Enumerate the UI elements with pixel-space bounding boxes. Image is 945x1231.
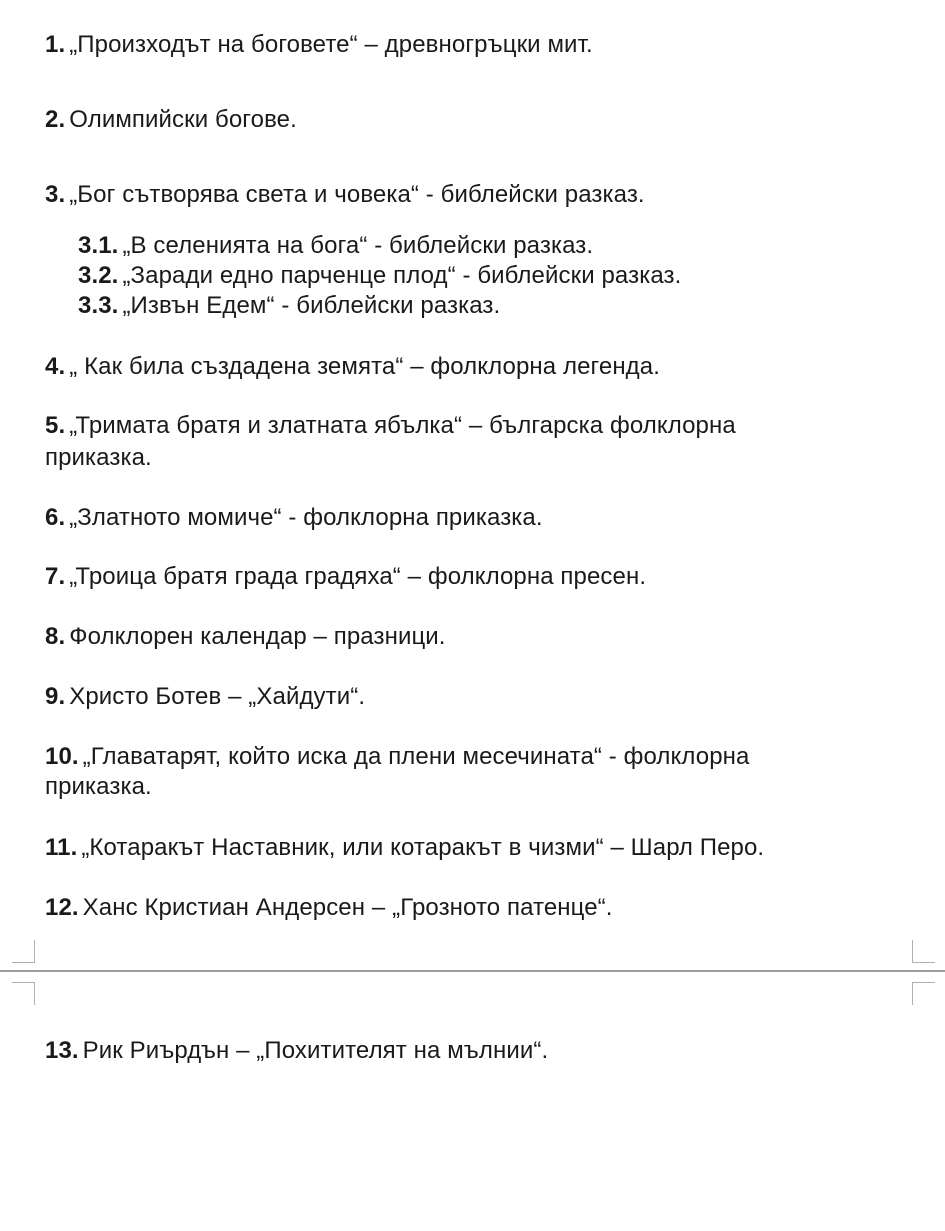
list-item-number: 8. — [45, 623, 66, 650]
list-item-number: 9. — [45, 683, 66, 710]
list-item-text: „Тримата братя и златната ябълка“ – българска фолклорна — [69, 412, 736, 439]
page-corner-mark-top-right — [912, 982, 935, 1005]
list-item-11 — [45, 833, 764, 863]
document-page-2 — [0, 972, 945, 1231]
list-item-text: Христо Ботев – „Хайдути“. — [69, 683, 366, 710]
list-item-text: „ Как била създадена земята“ – фолклорна легенда. — [69, 353, 660, 380]
list-item-7 — [45, 562, 646, 592]
page-corner-mark-bottom-right — [912, 940, 935, 963]
list-item-text: „Главатарят, който иска да плени месечината“ - фолклорна — [82, 743, 750, 770]
list-item-text: „Извън Едем“ - библейски разказ. — [122, 292, 501, 319]
list-item-number: 1. — [45, 31, 66, 58]
list-item-3-1 — [78, 231, 593, 261]
page-corner-mark-bottom-left — [12, 940, 35, 963]
list-item-text: „Троица братя града градяха“ – фолклорна пресен. — [69, 563, 647, 590]
list-item-3-2 — [78, 261, 681, 291]
list-item-text: „Заради едно парченце плод“ - библейски разказ. — [122, 262, 682, 289]
list-item-text: „В селенията на бога“ - библейски разказ. — [122, 232, 594, 259]
list-item-text: Рик Риърдън – „Похитителят на мълнии“. — [82, 1037, 549, 1064]
list-item-number: 3.1. — [78, 232, 119, 259]
page-corner-mark-top-left — [12, 982, 35, 1005]
list-item-10-continuation: приказка. — [45, 773, 152, 800]
list-item-number: 2. — [45, 106, 66, 133]
list-item-text: Фолклорен календар – празници. — [69, 623, 446, 650]
list-item-1 — [45, 30, 593, 60]
list-item-number: 6. — [45, 504, 66, 531]
list-item-text: Олимпийски богове. — [69, 106, 297, 133]
list-item-5-continuation: приказка. — [45, 444, 152, 471]
page-break-divider — [0, 970, 945, 972]
list-item-number: 10. — [45, 743, 79, 770]
list-item-number: 3. — [45, 181, 66, 208]
list-item-5 — [45, 411, 736, 441]
list-item-number: 5. — [45, 412, 66, 439]
list-item-text: „Котаракът Наставник, или котаракът в чизми“ – Шарл Перо. — [81, 834, 765, 861]
list-item-2 — [45, 105, 297, 135]
list-item-8 — [45, 622, 446, 652]
list-item-13 — [45, 1036, 548, 1066]
list-item-text: „Златното момиче“ - фолклорна приказка. — [69, 504, 543, 531]
list-item-6 — [45, 503, 543, 533]
list-item-number: 4. — [45, 353, 66, 380]
list-item-number: 12. — [45, 894, 79, 921]
list-item-3-3 — [78, 291, 500, 321]
list-item-number: 3.2. — [78, 262, 119, 289]
list-item-number: 7. — [45, 563, 66, 590]
list-item-number: 11. — [45, 834, 78, 861]
list-item-number: 13. — [45, 1037, 79, 1064]
list-item-text: „Бог сътворява света и човека“ - библейски разказ. — [69, 181, 645, 208]
list-item-9 — [45, 682, 365, 712]
list-item-number: 3.3. — [78, 292, 119, 319]
list-item-3 — [45, 180, 645, 210]
list-item-text: Ханс Кристиан Андерсен – „Грозното патенце“. — [82, 894, 613, 921]
list-item-10 — [45, 742, 749, 772]
list-item-12 — [45, 893, 613, 923]
list-item-4 — [45, 352, 660, 382]
list-item-text: „Произходът на боговете“ – древногръцки мит. — [69, 31, 593, 58]
